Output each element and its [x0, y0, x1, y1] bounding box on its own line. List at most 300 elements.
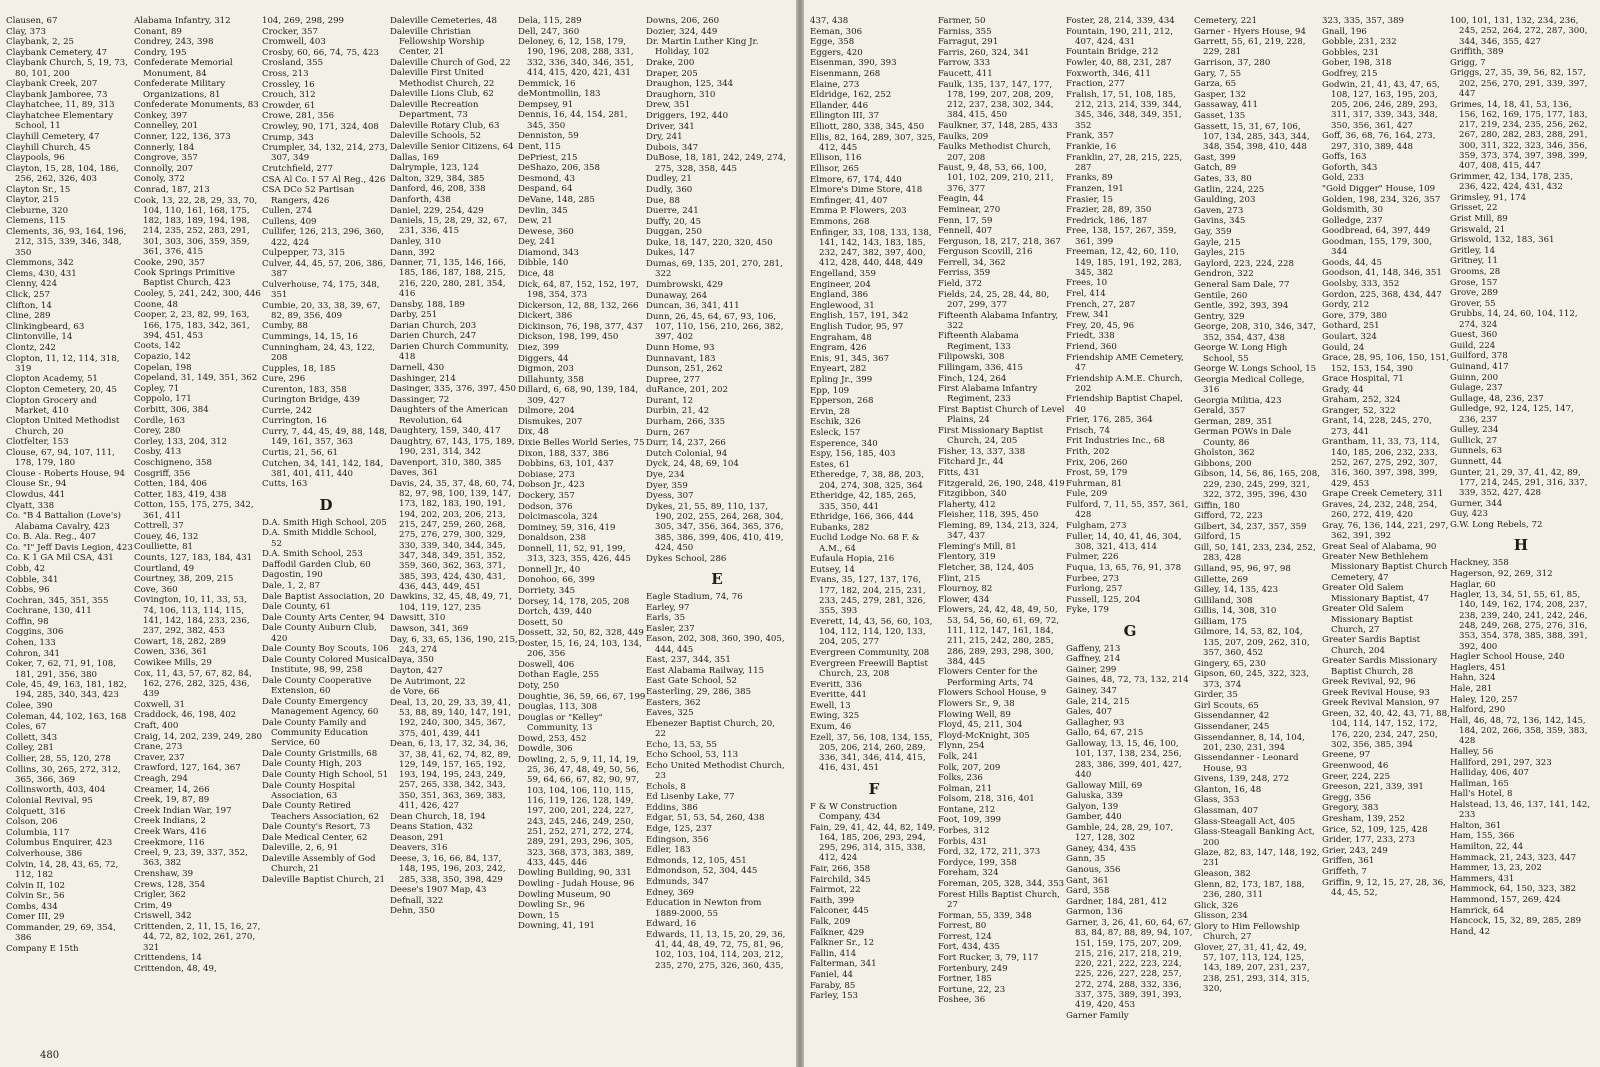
index-entry: Fleming, 89, 134, 213, 324, 347, 437	[938, 520, 1059, 542]
index-entry: Garrett, 55, 61, 219, 228, 229, 281	[1194, 37, 1306, 58]
index-entry: Ellisor, 265	[810, 164, 860, 175]
index-entry: Easterling, 29, 286, 385	[646, 686, 752, 697]
index-entry: Clay, 373	[6, 26, 47, 37]
index-entry: 323, 335, 357, 389	[1322, 16, 1405, 26]
index-entry: Gillette, 269	[1194, 574, 1249, 585]
index-entry: Duffy, 20, 45	[646, 216, 702, 227]
index-entry: Godwin, 21, 41, 43, 47, 65, 108, 127, 163, 195, 203, 205, 206, 246, 289, 293, 311, 317, 339, 343, 348, 350, 356, 361, 427	[1322, 79, 1440, 131]
index-entry: Gingery, 65, 230	[1194, 658, 1266, 669]
index-entry: Ezell, 37, 56, 108, 134, 155, 205, 206, 214, 260, 289, 336, 341, 346, 414, 415, 416, 431, 451	[810, 732, 933, 774]
index-entry: Copley, 71	[134, 383, 180, 394]
index-entry: Defnall, 322	[390, 895, 444, 906]
index-entry: Friendship Baptist Chapel, 40	[1066, 394, 1183, 415]
index-entry: Gissendanner - Leonard House, 93	[1194, 753, 1299, 774]
index-entry: Euclid Lodge No. 68 F. & A.M., 64	[810, 533, 920, 554]
index-entry: Cook Springs Primitive Baptist Church, 423	[134, 268, 235, 289]
index-entry: Flaherty, 412	[938, 499, 996, 510]
index-entry: Gunnels, 63	[1450, 446, 1503, 457]
index-entry: Cure, 296	[262, 374, 306, 385]
index-entry: Dick, 64, 87, 152, 152, 197, 198, 354, 373	[518, 279, 639, 300]
index-entry: Coone, 48	[134, 299, 178, 310]
index-entry: Frew, 341	[1066, 310, 1110, 321]
index-entry: Crosland, 355	[262, 58, 324, 69]
index-entry: Clemmons, 342	[6, 258, 74, 269]
index-entry: Creagh, 294	[134, 774, 188, 784]
index-entry: Coggins, 306	[6, 627, 64, 638]
index-entry: Confederate Military Organizations, 81	[134, 79, 226, 100]
index-entry: Durham, 266, 335	[646, 417, 726, 428]
index-entry: Condry, 195	[134, 47, 187, 58]
index-entry: Eddins, 386	[646, 802, 698, 813]
index-entry: Frank, 357	[1066, 131, 1114, 142]
index-entry: Eutsey, 14	[810, 564, 855, 575]
index-entry: Collier, 28, 55, 120, 278	[6, 754, 111, 764]
index-entry: Fleisher, 118, 395, 450	[938, 510, 1039, 521]
index-entry: Frost, 59, 179	[1066, 468, 1128, 479]
index-entry: Despand, 64	[518, 184, 573, 195]
index-entry: Currie, 242	[262, 405, 313, 416]
index-entry: deMontmollin, 183	[518, 89, 601, 100]
index-entry: Greater Sardis Baptist Church, 204	[1322, 635, 1421, 656]
index-entry: Cullen, 274	[262, 206, 313, 217]
index-entry: Dean Church, 18, 194	[390, 811, 486, 822]
index-entry: Feminear, 270	[938, 204, 1001, 215]
index-entry: Crawford, 127, 164, 367	[134, 763, 241, 774]
index-entry: Gordy, 212	[1322, 300, 1370, 311]
index-entry: Forrest, 124	[938, 931, 992, 942]
index-entry: Congrove, 357	[134, 153, 198, 164]
index-entry: Evergreen Freewill Baptist Church, 23, 208	[810, 658, 928, 679]
index-entry: Dibble, 140	[518, 258, 569, 269]
index-entry: Gritney, 11	[1450, 256, 1498, 267]
index-entry: Crews, 128, 354	[134, 879, 206, 890]
index-entry: Craver, 237	[134, 752, 185, 763]
index-entry: Gentle, 392, 393, 394	[1194, 301, 1289, 312]
index-entry: 437, 438	[810, 16, 849, 26]
index-entry: Donnell, 11, 52, 91, 199, 313, 323, 355, 426, 445	[518, 543, 631, 565]
index-entry: Daleville Recreation Department, 73	[390, 99, 479, 121]
index-entry: Dale County Boy Scouts, 106	[262, 644, 389, 655]
index-entry: Cotten, 184, 406	[134, 479, 208, 490]
index-entry: Glassman, 407	[1194, 806, 1259, 817]
index-entry: Duerre, 241	[646, 206, 699, 217]
index-entry: Colvin II, 102	[6, 880, 66, 891]
index-entry: Easler, 237	[646, 623, 695, 634]
index-entry: English, 157, 191, 342	[810, 311, 909, 322]
index-entry: Curtis, 21, 56, 61	[262, 447, 339, 458]
index-entry: Farmer, 50	[938, 16, 986, 26]
index-entry: Cosby, 413	[134, 447, 182, 458]
index-entry: Cox, 11, 43, 57, 67, 82, 84, 162, 276, 282, 325, 436, 439	[134, 668, 252, 700]
index-entry: Everett, 14, 43, 56, 60, 103, 104, 112, 114, 120, 133, 204, 205, 277	[810, 616, 933, 648]
index-entry: Dobbins, 63, 101, 437	[518, 459, 614, 470]
index-entry: Grider, 177, 233, 273	[1322, 835, 1416, 846]
index-entry: Gold, 233	[1322, 173, 1365, 184]
index-entry: Elliott, 280, 338, 345, 450	[810, 121, 925, 132]
index-entry: Frier, 176, 285, 364	[1066, 415, 1153, 426]
index-entry: Glaze, 82, 83, 147, 148, 192, 231	[1194, 848, 1320, 869]
index-entry: Crittendon, 48, 49,	[134, 963, 217, 974]
index-entry: Foreham, 324	[938, 868, 999, 879]
index-entry: CSA Al Co. I 57 Al Reg., 426	[262, 174, 386, 185]
index-entry: Cook, 13, 22, 28, 29, 33, 70, 104, 110, 161, 168, 175, 182, 183, 189, 194, 198, 214, 235, 252, 283, 291, 301, 303, 306, 359, 359, 361, 376, 415	[134, 195, 258, 257]
index-entry: Dorsey, 14, 178, 205, 208	[518, 596, 630, 607]
index-entry: Dagostin, 190	[262, 570, 323, 581]
index-entry: Diggers, 44	[518, 353, 569, 364]
index-entry: Gilley, 14, 135, 423	[1194, 585, 1279, 596]
index-entry: Faust, 9, 48, 53, 66, 100, 101, 102, 209, 210, 211, 376, 377	[938, 163, 1054, 194]
index-entry: Dallas, 169	[390, 152, 439, 163]
index-column-9	[1066, 16, 1194, 1056]
index-entry: Gilford, 15	[1194, 532, 1241, 543]
index-entry: Co. "I" Jeff Davis Legion, 423	[6, 542, 133, 553]
index-entry: Craig, 14, 202, 239, 249, 280	[134, 731, 262, 742]
index-entry: Evergreen Community, 208	[810, 648, 930, 659]
index-entry: Couey, 46, 132	[134, 531, 199, 542]
index-entry: Cutts, 163	[262, 479, 308, 490]
index-entry: Colonial Revival, 95	[6, 796, 93, 807]
index-entry: Dawkins, 32, 45, 48, 49, 71, 104, 119, 127, 235	[390, 592, 512, 613]
index-entry: Galloway, 13, 15, 46, 100, 101, 137, 138, 234, 256, 283, 386, 399, 401, 427, 440	[1066, 739, 1182, 780]
index-entry: Dykes School, 286	[646, 553, 727, 564]
index-entry: Daleville Rotary Club, 63	[390, 120, 500, 131]
index-entry: Glory to Him Fellowship Church, 27	[1194, 921, 1300, 943]
index-entry: Godfrey, 215	[1322, 68, 1378, 79]
index-entry: Creek Indians, 2	[134, 816, 206, 827]
index-entry: Dice, 48	[518, 269, 554, 280]
index-entry: Gaffney, 214	[1066, 654, 1121, 665]
index-entry: Flowers Center for the Performing Arts, 74	[938, 667, 1038, 688]
index-entry: Claytor, 215	[6, 195, 59, 206]
index-entry: Fort Rucker, 3, 79, 117	[938, 952, 1039, 963]
index-entry: Green, 32, 40, 42, 43, 71, 88, 104, 114, 147, 152, 172, 176, 220, 234, 247, 250, 302, 356, 385, 394	[1322, 708, 1450, 750]
index-entry: Deese's 1907 Map, 43	[390, 885, 487, 896]
index-entry: Hammack, 21, 243, 323, 447	[1450, 852, 1577, 863]
index-entry: Dubois, 347	[646, 142, 699, 153]
index-entry: Dalton, 329, 384, 385	[390, 173, 485, 184]
index-entry: Galyon, 139	[1066, 801, 1119, 812]
index-entry: Flournoy, 82	[938, 584, 993, 595]
index-entry: Folk, 207, 209	[938, 762, 1001, 773]
index-entry: Goods, 44, 45	[1322, 257, 1382, 268]
index-entry: Echols, 8	[646, 781, 686, 792]
index-entry: Dyck, 24, 48, 69, 104	[646, 459, 739, 470]
index-entry: Gunnett, 44	[1450, 457, 1502, 468]
index-entry: Daniel, 229, 254, 429	[390, 205, 484, 216]
index-entry: Davis, 24, 35, 37, 48, 60, 74, 82, 97, 98, 100, 139, 147, 173, 182, 183, 190, 191, 194, 202, 203, 206, 213, 215, 247, 259, 260, 268, 275, 276, 279, 300, 329, 330, 339, 340, 344, 345, 347, 348, 349, 351, 352, 359, 360, 362, 363, 371, 385, 393, 424, 430, 431, 436, 443, 449, 451	[390, 478, 516, 592]
index-entry: Flowers, 24, 42, 48, 49, 50, 53, 54, 56, 60, 61, 69, 72, 111, 112, 147, 161, 184, 211, 215, 242, 280, 285, 286, 289, 293, 298, 300, 384, 445	[938, 605, 1060, 667]
index-entry: First Alabama Infantry Regiment, 233	[938, 384, 1038, 405]
index-entry: Ferguson Scovill, 216	[938, 247, 1033, 258]
index-entry: Girl Scouts, 65	[1194, 700, 1259, 711]
index-entry: Dr. Martin Luther King Jr. Holiday, 102	[646, 37, 759, 58]
index-entry: Coleman, 44, 102, 163, 168	[6, 711, 127, 722]
index-entry: Gatlin, 224, 225	[1194, 184, 1265, 195]
index-entry: Dale County Retired Teachers Association, 62	[262, 801, 380, 822]
index-entry: Epp, 109	[810, 385, 850, 396]
index-entry: Faulk, 135, 137, 147, 177, 178, 199, 207, 208, 209, 212, 237, 238, 302, 344, 384, 415, 450	[938, 79, 1054, 121]
index-entry: Deason, 291	[390, 832, 445, 843]
index-entry: Dalrymple, 123, 124	[390, 163, 479, 174]
index-entry: Garner - Hyers House, 94	[1194, 26, 1306, 37]
index-entry: Denniston, 59	[518, 131, 579, 142]
index-entry: Friedt, 338	[1066, 331, 1115, 342]
index-entry: Cobbs, 96	[6, 585, 50, 596]
index-entry: Dale County's Resort, 73	[262, 822, 371, 833]
index-entry: Fitzgerald, 26, 190, 248, 419	[938, 478, 1065, 489]
index-entry: Clayhatchee Elementary School, 11	[6, 111, 114, 132]
index-entry: Dudley, 21	[646, 174, 692, 185]
index-entry: Gilbert, 34, 237, 357, 359	[1194, 521, 1307, 532]
index-entry: Hallford, 291, 297, 323	[1450, 757, 1552, 768]
index-entry: Gann, 35	[1066, 854, 1106, 865]
index-entry: Cochran, 345, 351, 355	[6, 595, 109, 606]
index-entry: Edwards, 11, 13, 15, 20, 29, 36, 41, 44, 48, 49, 72, 75, 81, 96, 102, 103, 104, 114, 203, 212, 235, 270, 275, 326, 360, 435,	[646, 929, 786, 971]
index-entry: Coschigneno, 358	[134, 457, 212, 468]
index-entry: Evans, 35, 127, 137, 176, 177, 182, 204, 215, 231, 233, 245, 279, 281, 326, 355, 393	[810, 575, 926, 617]
index-entry: Education in Newton from 1889-2000, 55	[646, 898, 762, 919]
index-entry: Collins, 30, 265, 272, 312, 365, 366, 369	[6, 764, 121, 785]
index-entry: Foshee, 36	[938, 995, 986, 1006]
index-entry: East, 237, 344, 351	[646, 655, 731, 666]
index-entry: Halton, 361	[1450, 820, 1502, 831]
index-entry: Gholston, 362	[1194, 448, 1255, 459]
index-entry: Claybank, 2, 25	[6, 37, 74, 48]
index-entry: Folsom, 218, 316, 401	[938, 794, 1035, 805]
index-entry: Farniss, 355	[938, 26, 992, 37]
index-entry: Dell, 247, 360	[518, 26, 580, 37]
index-entry: Golledge, 237	[1322, 215, 1383, 226]
index-column-10	[1194, 16, 1322, 1056]
index-entry: Colvin Sr., 56	[6, 891, 65, 902]
section-letter-heading: F	[868, 779, 880, 798]
index-entry: Fule, 209	[1066, 489, 1108, 500]
index-entry: Grover, 55	[1450, 298, 1496, 309]
index-entry: Corley, 133, 204, 312	[134, 436, 228, 447]
right-page	[804, 0, 1600, 1067]
index-entry: Exum, 46	[810, 721, 852, 732]
index-entry: Edgar, 51, 53, 54, 260, 438	[646, 813, 765, 824]
index-entry: Fuhrman, 81	[1066, 478, 1123, 489]
index-entry: Dowling, 2, 5, 9, 11, 14, 19, 25, 36, 47, 48, 49, 50, 56, 59, 64, 66, 67, 82, 90, 97, 103, 104, 106, 110, 115, 116, 119, 126, 128, 149, 197, 200, 201, 224, 227, 243, 245, 246, 249, 250, 251, 252, 271, 272, 274, 289, 291, 293, 296, 305, 323, 368, 373, 383, 389, 433, 445, 446	[518, 754, 640, 868]
index-entry: Draughon, 125, 344	[646, 79, 734, 90]
index-entry: Dewese, 360	[518, 226, 574, 237]
index-entry: French, 27, 287	[1066, 299, 1136, 310]
index-entry: Crowder, 61	[262, 100, 316, 111]
index-entry: Guest, 360	[1450, 330, 1498, 341]
index-entry: Clotfelter, 153	[6, 437, 69, 448]
index-entry: Diez, 399	[518, 342, 560, 353]
index-entry: Gayles, 215	[1194, 248, 1245, 259]
index-entry: Epperson, 268	[810, 396, 874, 407]
index-entry: Dey, 241	[518, 237, 556, 248]
index-entry: Forest Hills Baptist Church, 27	[938, 889, 1060, 910]
index-entry: Dutch Colonial, 94	[646, 448, 728, 459]
index-entry: Glass, 353	[1194, 795, 1240, 806]
index-entry: Gaylord, 223, 224, 228	[1194, 258, 1294, 269]
index-entry: Gaffeny, 213	[1066, 643, 1121, 654]
index-entry: Greater Sardis Missionary Baptist Church, 28	[1322, 656, 1437, 677]
index-entry: Claybank Cemetery, 47	[6, 47, 108, 58]
index-entry: Friendship AME Cemetery, 47	[1066, 352, 1184, 373]
index-entry: Cross, 213	[262, 68, 309, 79]
index-column-1	[6, 16, 134, 1056]
index-entry: Gaulding, 203	[1194, 195, 1256, 206]
index-entry: Earley, 97	[646, 602, 690, 613]
index-entry: Gard, 358	[1066, 886, 1110, 897]
index-entry: Crigler, 362	[134, 890, 186, 901]
index-entry: Fortenbury, 249	[938, 963, 1008, 974]
index-entry: Colley, 281	[6, 743, 54, 754]
index-entry: Dobiase, 273	[518, 469, 575, 480]
index-entry: Claybank Church, 5, 19, 73, 80, 101, 200	[6, 58, 128, 79]
index-entry: Fenn, 17, 59	[938, 215, 993, 226]
index-entry: Gary, 7, 55	[1194, 68, 1242, 79]
index-entry: Etheridge, 42, 185, 265, 335, 350, 441	[810, 491, 917, 512]
index-entry: Collinsworth, 403, 404	[6, 785, 106, 796]
index-entry: Clinkingbeard, 63	[6, 321, 85, 332]
index-entry: Edler, 183	[646, 845, 691, 856]
index-entry: Durant, 12	[646, 395, 694, 406]
index-entry: Copazio, 142	[134, 352, 191, 363]
index-entry: Alabama Infantry, 312	[134, 16, 231, 26]
index-entry: Gould, 24	[1322, 342, 1365, 353]
index-entry: Gatch, 89	[1194, 163, 1237, 174]
index-entry: Freeman, 12, 42, 60, 110, 149, 185, 191, 192, 283, 345, 382	[1066, 247, 1182, 278]
index-entry: Gobble, 231, 232	[1322, 37, 1397, 48]
index-entry: Fillingam, 336, 415	[938, 362, 1023, 373]
index-entry: Gipson, 60, 245, 322, 323, 373, 374	[1194, 669, 1309, 690]
index-entry: Crowe, 281, 356	[262, 111, 335, 122]
index-entry: Frix, 206, 260	[1066, 457, 1128, 468]
index-entry: Fennell, 407	[938, 226, 993, 237]
index-entry: Deans Station, 432	[390, 822, 474, 833]
index-entry: Cunningham, 24, 43, 122, 208	[262, 342, 376, 363]
index-entry: Devlin, 345	[518, 205, 568, 216]
index-entry: Gissendanner, 42	[1194, 711, 1270, 722]
index-entry: Girder, 35	[1194, 690, 1238, 701]
index-entry: Cline, 289	[6, 311, 51, 322]
index-entry: Flowing Well, 89	[938, 709, 1011, 720]
index-entry: Day, 6, 33, 65, 136, 190, 215, 243, 274	[390, 634, 518, 655]
index-entry: Gritley, 14	[1450, 245, 1496, 256]
index-entry: Grimmer, 42, 134, 178, 235, 236, 422, 424, 431, 432	[1450, 171, 1573, 193]
index-entry: Fraction, 277	[1066, 79, 1125, 90]
index-entry: Grubbs, 14, 24, 60, 104, 112, 274, 324	[1450, 309, 1578, 330]
index-entry: Dismukes, 207	[518, 416, 583, 427]
index-entry: Faraby, 85	[810, 980, 856, 991]
index-entry: Cumby, 88	[262, 321, 308, 332]
index-entry: Clopton Cemetery, 20, 45	[6, 385, 117, 395]
index-entry: Folk, 241	[938, 751, 979, 762]
index-entry: Corey, 280	[134, 426, 181, 437]
index-entry: Clems, 430, 431	[6, 268, 77, 279]
index-entry: Duke, 18, 147, 220, 320, 450	[646, 237, 773, 248]
index-entry: Elmore's Dime Store, 418	[810, 185, 923, 196]
index-entry: Goodson, 41, 148, 346, 351	[1322, 268, 1442, 279]
index-entry: Graves, 24, 232, 248, 254, 260, 272, 419, 420	[1322, 499, 1438, 521]
index-entry: Darien Church Community, 418	[390, 342, 509, 363]
index-entry: Clenny, 424	[6, 279, 58, 290]
index-entry: Gentile, 260	[1194, 290, 1248, 301]
index-entry: Flower, 434	[938, 594, 990, 605]
index-entry: Clontz, 242	[6, 342, 56, 353]
index-entry: Esleck, 157	[810, 427, 861, 438]
index-entry: Griffen, 361	[1322, 856, 1375, 867]
index-entry: 104, 269, 298, 299	[262, 16, 345, 26]
index-entry: Franzen, 191	[1066, 184, 1124, 195]
index-entry: Cochrane, 130, 411	[6, 606, 92, 617]
index-entry: Hagler, 13, 34, 51, 55, 61, 85, 140, 149, 162, 174, 208, 237, 238, 239, 240, 241, 242, 246, 248, 249, 268, 275, 276, 316, 353, 354, 378, 385, 388, 391, 392, 400	[1450, 590, 1588, 652]
index-entry: Danley, 310	[390, 236, 441, 247]
index-entry: Dumbrowski, 429	[646, 279, 723, 290]
index-entry: Haley, 120, 257	[1450, 694, 1518, 705]
index-entry: Downing, 41, 191	[518, 921, 596, 932]
index-entry: Gleason, 382	[1194, 869, 1251, 880]
index-entry: Fitchard Jr., 44	[938, 457, 1004, 468]
index-entry: Dothan Eagle, 255	[518, 670, 600, 681]
index-entry: Douglas or "Kelley" Community, 13	[518, 712, 603, 734]
section-letter-heading: E	[711, 569, 723, 588]
index-entry: Gales, 407	[1066, 707, 1113, 718]
index-entry: Cowikee Mills, 29	[134, 658, 212, 669]
index-entry: Clayhatchee, 11, 89, 313	[6, 100, 115, 111]
index-entry: Friend, 360	[1066, 342, 1117, 353]
index-entry: Gant, 361	[1066, 875, 1109, 886]
index-entry: Gulage, 237	[1450, 383, 1503, 394]
index-entry: Fuqua, 13, 65, 76, 91, 378	[1066, 563, 1182, 574]
index-entry: Echo, 13, 53, 55	[646, 739, 717, 750]
index-entry: George W. Longs School, 15	[1194, 364, 1317, 375]
index-entry: Dunaway, 264	[646, 290, 708, 301]
index-entry: Grisset, 22	[1450, 203, 1498, 214]
index-entry: Folks, 236	[938, 773, 983, 784]
index-entry: Eagle Stadium, 74, 76	[646, 591, 743, 602]
index-entry: Galloway Mill, 69	[1066, 780, 1143, 791]
index-entry: Fontane, 212	[938, 804, 996, 815]
index-entry: Daleville Baptist Church, 21	[262, 874, 386, 885]
index-entry: Gullick, 27	[1450, 435, 1498, 446]
index-entry: Copelan, 198	[134, 362, 192, 373]
index-entry: Hagerson, 92, 269, 312	[1450, 568, 1553, 579]
index-entry: Feagin, 44	[938, 194, 984, 205]
index-entry: Cotter, 183, 419, 438	[134, 489, 227, 500]
index-entry: Gilmore, 14, 53, 82, 104, 135, 207, 209, 262, 310, 357, 360, 452	[1194, 627, 1310, 659]
index-entry: Cowen, 336, 361	[134, 647, 208, 658]
index-entry: Dassinger, 72	[390, 394, 450, 405]
index-entry: Fortner, 185	[938, 974, 992, 985]
index-entry: Clayton Sr., 15	[6, 184, 71, 195]
index-entry: Dye, 234	[646, 470, 685, 481]
index-entry: Cottrell, 37	[134, 521, 184, 532]
book-gutter	[796, 0, 804, 1067]
index-entry: Georgia Medical College, 316	[1194, 374, 1305, 395]
index-entry: Flentory, 319	[938, 552, 996, 563]
index-entry: George, 208, 310, 346, 347, 352, 354, 437, 438	[1194, 322, 1317, 343]
index-entry: Grier, 243, 249	[1322, 845, 1388, 856]
index-entry: Eeman, 306	[810, 26, 863, 37]
index-entry: Fulmer, 226	[1066, 552, 1119, 563]
index-entry: Clayhill Church, 45	[6, 142, 91, 153]
index-entry: Cumbie, 20, 33, 38, 39, 67, 82, 89, 356, 409	[262, 300, 381, 321]
index-entry: Deal, 13, 20, 29, 33, 39, 41, 53, 88, 89, 140, 147, 191, 192, 240, 300, 345, 367, 375, 401, 439, 441	[390, 697, 512, 739]
index-entry: Hammond, 157, 269, 424	[1450, 894, 1561, 905]
index-entry: Clemens, 115	[6, 216, 66, 227]
index-entry: Driggers, 192, 440	[646, 111, 729, 122]
index-entry: Edward, 16	[646, 919, 697, 930]
index-entry: Ervin, 28	[810, 406, 850, 417]
index-entry: Fairchild, 345	[810, 874, 871, 885]
